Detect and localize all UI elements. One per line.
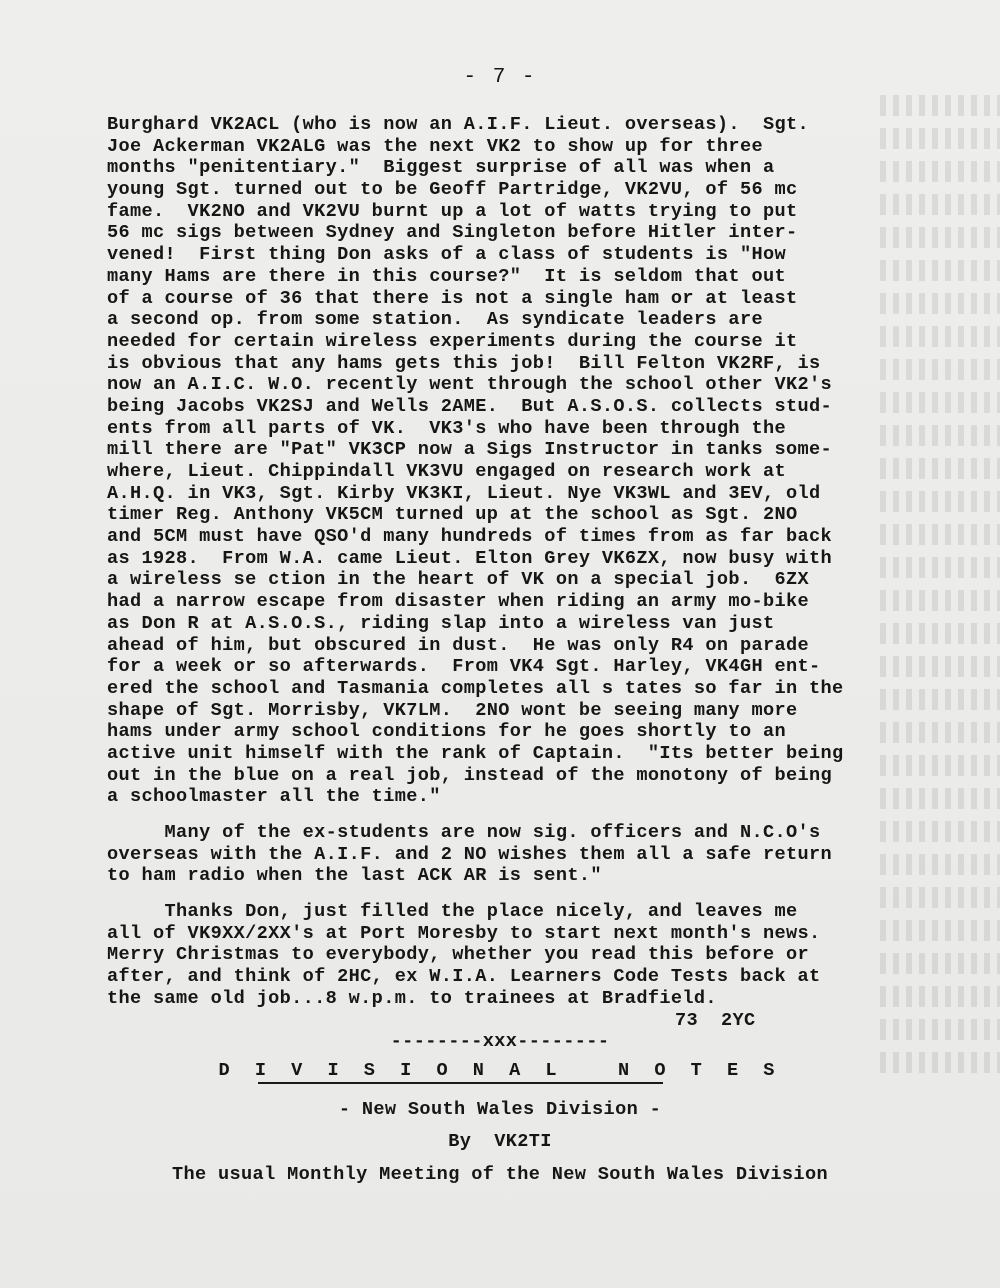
text-line: many Hams are there in this course?" It is seldom that out [107, 265, 786, 287]
final-line: The usual Monthly Meeting of the New South Wales Division [172, 1164, 828, 1185]
text-line: a schoolmaster all the time." [107, 786, 441, 808]
text-line: to ham radio when the last ACK AR is sent." [107, 865, 602, 887]
text-line: the same old job...8 w.p.m. to trainees at Bradfield. [107, 987, 717, 1009]
text-line: mill there are "Pat" VK3CP now a Sigs Instructor in tanks some- [107, 439, 833, 461]
text-line: of a course of 36 that there is not a single ham or at least [107, 287, 798, 309]
paragraph-1 [107, 114, 922, 808]
text-line: months "penitentiary." Biggest surprise of all was when a [107, 157, 775, 179]
text-line: being Jacobs VK2SJ and Wells 2AME. But A.S.O.S. collects stud- [107, 395, 833, 417]
text-line: vened! First thing Don asks of a class of students is "How [107, 244, 786, 266]
text-line: is obvious that any hams gets this job! Bill Felton VK2RF, is [107, 352, 821, 374]
text-line: young Sgt. turned out to be Geoff Partridge, VK2VU, of 56 mc [107, 179, 798, 201]
text-line: now an A.I.C. W.O. recently went through the school other VK2's [107, 374, 833, 396]
section-heading: D I V I S I O N A L N O T E S [218, 1060, 782, 1081]
text-line: ahead of him, but obscured in dust. He was only R4 on parade [107, 634, 809, 656]
text-line: overseas with the A.I.F. and 2 NO wishes them all a safe return [107, 843, 833, 865]
text-line: A.H.Q. in VK3, Sgt. Kirby VK3KI, Lieut. Nye VK3WL and 3EV, old [107, 482, 821, 504]
text-line: a second op. from some station. As syndicate leaders are [107, 309, 763, 331]
signature: 73 2YC [675, 1009, 756, 1031]
text-line: ered the school and Tasmania completes all s tates so far in the [107, 677, 844, 699]
text-line: needed for certain wireless experiments during the course it [107, 330, 798, 352]
text-line: had a narrow escape from disaster when riding an army mo-bike [107, 591, 809, 613]
text-line: a wireless se ction in the heart of VK on a special job. 6ZX [107, 569, 809, 591]
text-line: Thanks Don, just filled the place nicely, and leaves me [107, 901, 798, 923]
text-line: ents from all parts of VK. VK3's who have been through the [107, 417, 786, 439]
byline: By VK2TI [448, 1131, 552, 1152]
text-line: 56 mc sigs between Sydney and Singleton before Hitler inter- [107, 222, 798, 244]
text-line: all of VK9XX/2XX's at Port Moresby to start next month's news. [107, 922, 821, 944]
paragraph-3 [107, 901, 922, 1009]
text-line: shape of Sgt. Morrisby, VK7LM. 2NO wont be seeing many more [107, 699, 798, 721]
text-line: for a week or so afterwards. From VK4 Sgt. Harley, VK4GH ent- [107, 656, 821, 678]
text-line: hams under army school conditions for he goes shortly to an [107, 721, 786, 743]
section-divider: --------xxx-------- [390, 1031, 610, 1052]
text-line: after, and think of 2HC, ex W.I.A. Learners Code Tests back at [107, 966, 821, 988]
division-subheading: - New South Wales Division - [338, 1099, 662, 1120]
article-body [107, 114, 922, 1031]
text-line: fame. VK2NO and VK2VU burnt up a lot of watts trying to put [107, 200, 798, 222]
text-line: Joe Ackerman VK2ALG was the next VK2 to show up for three [107, 135, 763, 157]
heading-underline [258, 1082, 663, 1084]
text-line: as 1928. From W.A. came Lieut. Elton Grey VK6ZX, now busy with [107, 547, 833, 569]
text-line: Burghard VK2ACL (who is now an A.I.F. Lieut. overseas). Sgt. [107, 114, 809, 135]
text-line: active unit himself with the rank of Captain. "Its better being [107, 742, 844, 764]
text-line: timer Reg. Anthony VK5CM turned up at the school as Sgt. 2NO [107, 504, 798, 526]
text-line: out in the blue on a real job, instead of the monotony of being [107, 764, 833, 786]
text-line: where, Lieut. Chippindall VK3VU engaged on research work at [107, 461, 786, 482]
paragraph-2 [107, 822, 922, 887]
text-line: as Don R at A.S.O.S., riding slap into a wireless van just [107, 612, 775, 634]
text-line: Many of the ex-students are now sig. officers and N.C.O's [107, 822, 821, 843]
text-line: and 5CM must have QSO'd many hundreds of times from as far back [107, 526, 833, 548]
page-number: - 7 - [463, 66, 537, 89]
text-line: Merry Christmas to everybody, whether you read this before or [107, 944, 809, 966]
